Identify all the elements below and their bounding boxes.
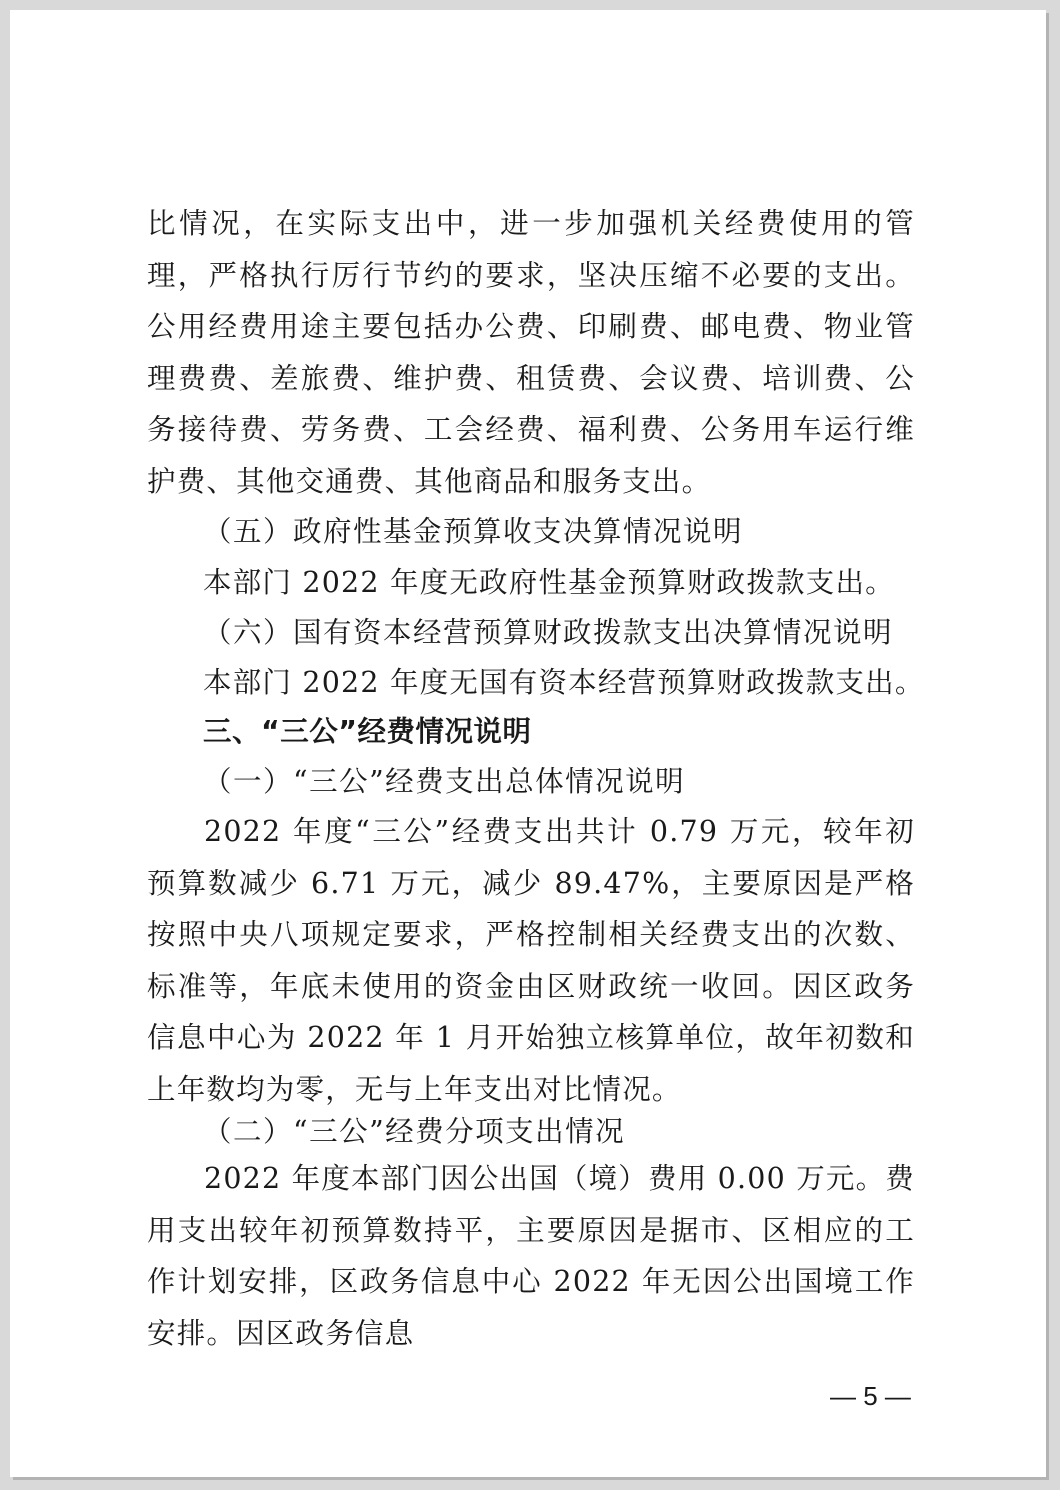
paragraph-public-expenses xyxy=(147,198,915,507)
paragraph-text: 2022 年度“三公”经费支出共计 0.79 万元，较年初预算数减少 6.71 万元，减少 89.47%，主要原因是严格按照中央八项规定要求，严格控制相关经费支出的次数、标准等，年底未使用的资金由区财政统一收回。因区政务信息中心为 2022 年 1 月开始独立核算单位，故年初数和上年数均为零，无与上年支出对比情况。 xyxy=(147,815,915,1106)
paragraph-state-capital: 本部门 2022 年度无国有资本经营预算财政拨款支出。 xyxy=(203,666,925,699)
page-number: — 5 — xyxy=(830,1381,911,1411)
heading-three-public-items: （二）“三公”经费分项支出情况 xyxy=(203,1115,626,1148)
paragraph-government-fund: 本部门 2022 年度无政府性基金预算财政拨款支出。 xyxy=(203,566,895,599)
paragraph-three-public-items xyxy=(147,1153,915,1359)
paragraph-text: 2022 年度本部门因公出国（境）费用 0.00 万元。费用支出较年初预算数持平，主要原因是据市、区相应的工作计划安排，区政务信息中心 2022 年无因公出国境工作安排。因区政务信息 xyxy=(147,1162,915,1350)
paragraph-three-public-overall xyxy=(147,806,915,1115)
heading-state-capital: （六）国有资本经营预算财政拨款支出决算情况说明 xyxy=(203,616,894,649)
paragraph-text: 比情况，在实际支出中，进一步加强机关经费使用的管理，严格执行厉行节约的要求，坚决压缩不必要的支出。公用经费用途主要包括办公费、印刷费、邮电费、物业管理费费、差旅费、维护费、租赁费、会议费、培训费、公务接待费、劳务费、工会经费、福利费、公务用车运行维护费、其他交通费、其他商品和服务支出。 xyxy=(147,207,915,498)
heading-three-public-overall: （一）“三公”经费支出总体情况说明 xyxy=(203,765,686,798)
document-page xyxy=(10,10,1046,1477)
heading-three-public: 三、“三公”经费情况说明 xyxy=(203,715,532,748)
heading-government-fund: （五）政府性基金预算收支决算情况说明 xyxy=(203,515,744,548)
